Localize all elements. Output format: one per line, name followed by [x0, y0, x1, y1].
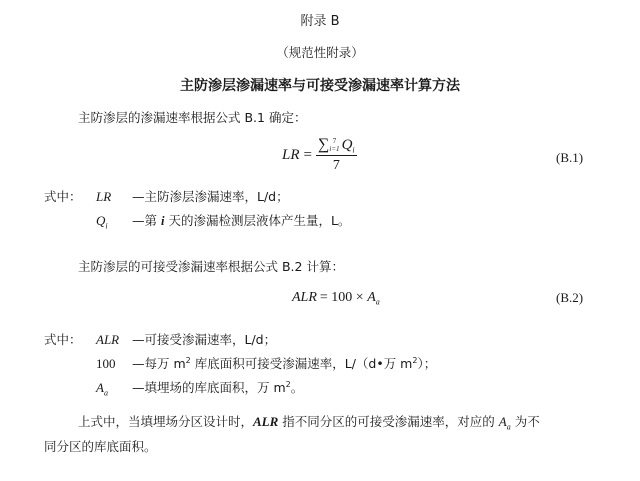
def-aa-desc-post: 。: [290, 380, 304, 395]
eq-b1-number: (B.1): [556, 150, 584, 165]
def-100-desc-sup: 2: [185, 355, 191, 365]
equation-b1: [282, 132, 357, 178]
where-label-2: 式中：: [44, 332, 82, 347]
equation-b2: [292, 289, 380, 307]
def-aa-symbol-sub: a: [103, 388, 108, 398]
eq-b2-number: (B.2): [556, 290, 584, 305]
closing-line1-var2: A: [498, 414, 507, 429]
appendix-heading: 主防渗层渗漏速率与可接受渗漏速率计算方法: [180, 78, 460, 94]
def-alr: [96, 330, 276, 348]
def-qi-desc-post: 天的渗漏检测层液体产生量，L。: [164, 213, 351, 228]
def-aa-desc-pre: —填埋场的库底面积，万 m: [132, 380, 286, 395]
def-aa: [96, 378, 303, 398]
closing-line1-var: ALR: [253, 414, 279, 429]
eq-b1-equals: =: [303, 146, 312, 163]
def-qi-symbol-sub: i: [105, 221, 108, 231]
def-lr-desc: —主防渗层渗漏速率，L/d；: [132, 189, 289, 204]
def-qi: [96, 211, 350, 231]
closing-line1-pre: 上式中，当填埋场分区设计时，: [78, 414, 254, 429]
section1-intro: 主防渗层的渗漏速率根据公式 B.1 确定：: [78, 110, 307, 125]
def-alr-symbol: ALR: [96, 332, 120, 347]
appendix-title: 附录 B: [300, 14, 340, 29]
def-lr-symbol: LR: [96, 189, 112, 204]
section2-intro: 主防渗层的可接受渗漏速率根据公式 B.2 计算：: [78, 259, 344, 274]
eq-b1-numerator: [316, 136, 357, 157]
def-alr-desc: —可接受渗漏速率，L/d；: [132, 332, 277, 347]
def-lr: [96, 187, 289, 205]
def-100-symbol: 100: [96, 356, 116, 371]
def-qi-symbol: Q: [96, 213, 106, 228]
eq-b2-var: A: [367, 290, 376, 305]
def-100: [96, 354, 436, 372]
def-aa-desc-sup: 2: [285, 379, 291, 389]
eq-b1-term: Q: [341, 136, 353, 153]
closing-line1-var2-sub: a: [506, 422, 511, 432]
closing-line-2: 同分区的库底面积。: [44, 439, 157, 454]
eq-b2-rhs: = 100 ×: [319, 290, 368, 305]
eq-b1-denominator: 7: [332, 158, 340, 174]
def-100-desc-pre: —每万 m: [132, 356, 186, 371]
eq-b1-fraction: [316, 136, 357, 175]
def-100-desc-post: ）；: [417, 356, 437, 371]
closing-line1-mid: 指不同分区的可接受渗漏速率，对应的: [278, 414, 499, 429]
eq-b1-lhs: LR: [282, 146, 300, 163]
eq-b2-lhs: ALR: [292, 290, 317, 305]
def-qi-desc-pre: —第: [132, 213, 161, 228]
eq-b1-sum-upper: 7: [332, 137, 337, 146]
where-label-1: 式中：: [44, 189, 82, 204]
def-aa-symbol: A: [96, 380, 104, 395]
eq-b1-sum-lower: i=1: [329, 145, 340, 154]
eq-b2-var-sub: a: [375, 297, 380, 307]
eq-b1-term-sub: i: [352, 145, 355, 155]
def-qi-desc-var: i: [160, 214, 165, 228]
appendix-subtitle: （规范性附录）: [276, 45, 364, 60]
def-100-desc-sup2: 2: [412, 355, 418, 365]
def-100-desc-mid: 库底面积可接受渗漏速率，L/（d•万 m: [190, 356, 413, 371]
eq-b1-sum-symbol: ∑: [317, 135, 330, 153]
closing-line1-post: 为不: [510, 414, 540, 429]
closing-line-1: [78, 412, 540, 432]
